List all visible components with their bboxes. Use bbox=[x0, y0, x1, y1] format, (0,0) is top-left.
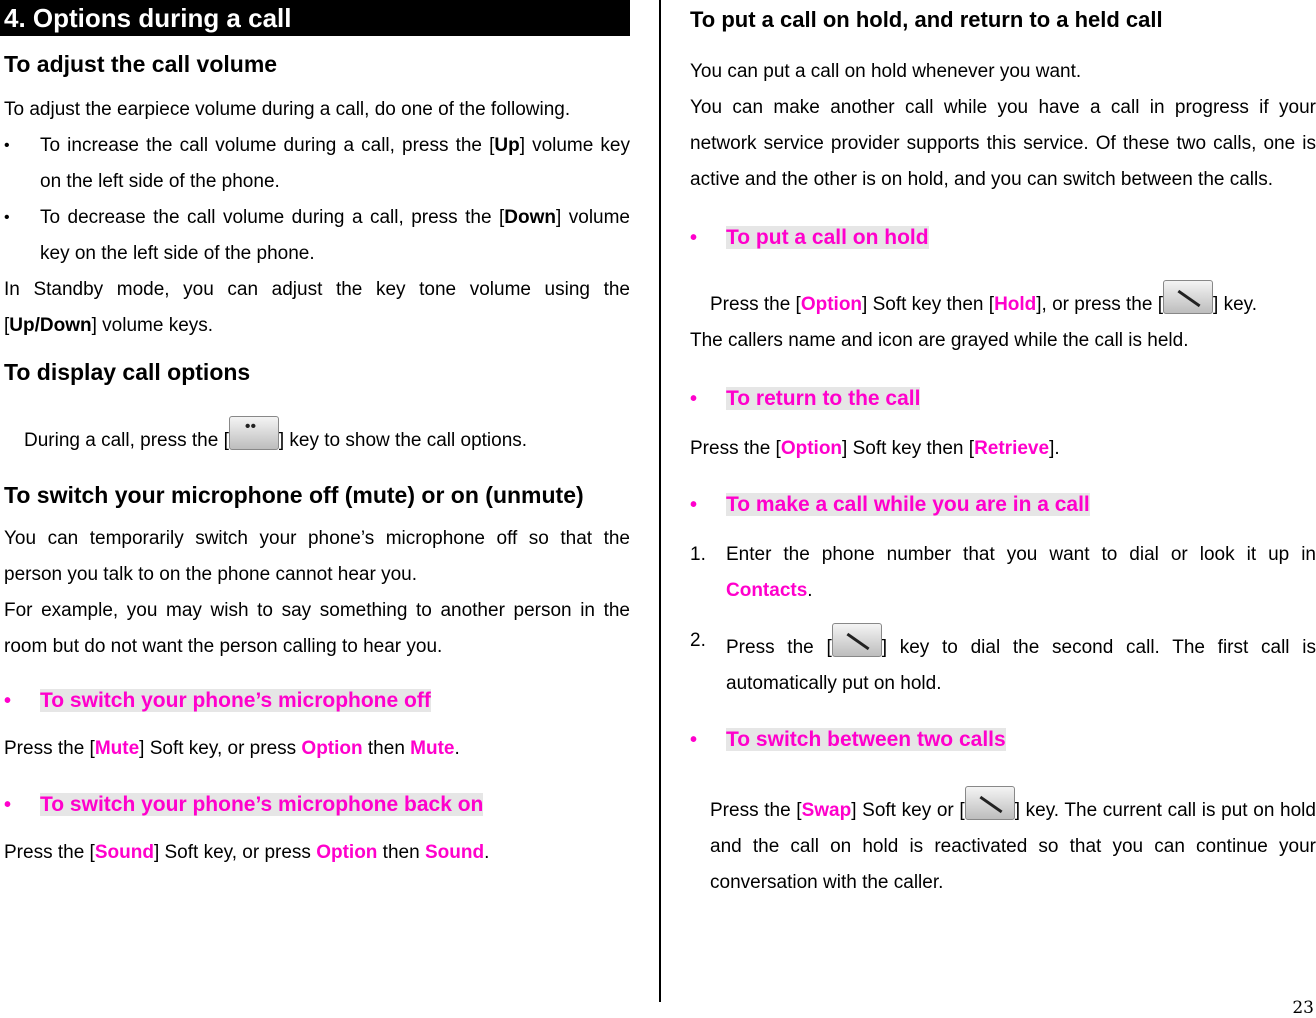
call-send-key-icon bbox=[1163, 280, 1213, 314]
list-item: • To increase the call volume during a call, press the [Up] volume key on the left side of the phone. bbox=[4, 128, 630, 200]
call-send-key-icon bbox=[965, 786, 1015, 820]
hold-title: • To put a call on hold bbox=[690, 218, 1316, 258]
list-item: 2. Press the [ ] key to dial the second call. The first call is automatically put on hold. bbox=[690, 623, 1316, 702]
right-column bbox=[690, 0, 1316, 901]
hold-paragraph-2: You can make another call while you have a call in progress if your network service provider supports this service. Of these two calls, one is active and the other is on hold, and you can switch between the calls. bbox=[690, 97, 1316, 190]
volume-heading: To adjust the call volume bbox=[4, 51, 278, 77]
mute-on-title: • To switch your phone’s microphone back on bbox=[4, 785, 630, 825]
mute-off-title: • To switch your phone’s microphone off bbox=[4, 681, 630, 721]
options-text: During a call, press the [•• ] key to show the call options. bbox=[4, 416, 630, 459]
list-item: • To decrease the call volume during a call, press the [Down] volume key on the left side of the phone. bbox=[4, 200, 630, 272]
mute-paragraph-1: You can temporarily switch your phone’s microphone off so that the person you talk to on the phone cannot hear you. bbox=[4, 528, 630, 585]
mute-off-text: Press the [Mute] Soft key, or press Option then Mute. bbox=[4, 738, 460, 759]
mute-paragraph-2: For example, you may wish to say something to another person in the room but do not want the person calling to hear you. bbox=[4, 600, 630, 657]
swap-title: • To switch between two calls bbox=[690, 720, 1316, 760]
mute-on-text: Press the [Sound] Soft key, or press Option then Sound. bbox=[4, 842, 490, 863]
hold-text: Press the [Option] Soft key then [Hold], or press the [ ] key. bbox=[690, 280, 1316, 323]
standby-volume-text: In Standby mode, you can adjust the key tone volume using the [Up/Down] volume keys. bbox=[4, 279, 630, 336]
page-number: 23 bbox=[1292, 998, 1314, 1018]
swap-text: Press the [Swap] Soft key or [ ] key. The current call is put on hold and the call on hold is reactivated so that you can continue your conversation with the caller. bbox=[690, 786, 1316, 901]
chapter-title: 4. Options during a call bbox=[0, 0, 630, 36]
call-send-key-icon bbox=[832, 623, 882, 657]
make-call-title: • To make a call while you are in a call bbox=[690, 485, 1316, 525]
hold-note: The callers name and icon are grayed while the call is held. bbox=[690, 330, 1189, 351]
list-item: 1. Enter the phone number that you want to dial or look it up in Contacts. bbox=[690, 544, 1316, 601]
return-text: Press the [Option] Soft key then [Retrieve]. bbox=[690, 438, 1060, 459]
volume-list bbox=[4, 128, 630, 272]
make-call-steps bbox=[690, 537, 1316, 702]
mute-heading: To switch your microphone off (mute) or on (unmute) bbox=[4, 482, 584, 508]
menu-key-icon bbox=[229, 416, 279, 450]
options-heading: To display call options bbox=[4, 359, 251, 385]
left-column bbox=[4, 0, 630, 871]
hold-section-heading: To put a call on hold, and return to a held call bbox=[690, 7, 1163, 32]
return-title: • To return to the call bbox=[690, 379, 1316, 419]
volume-intro: To adjust the earpiece volume during a call, do one of the following. bbox=[4, 99, 571, 120]
hold-paragraph-1: You can put a call on hold whenever you want. bbox=[690, 61, 1082, 82]
column-divider bbox=[659, 0, 661, 1002]
